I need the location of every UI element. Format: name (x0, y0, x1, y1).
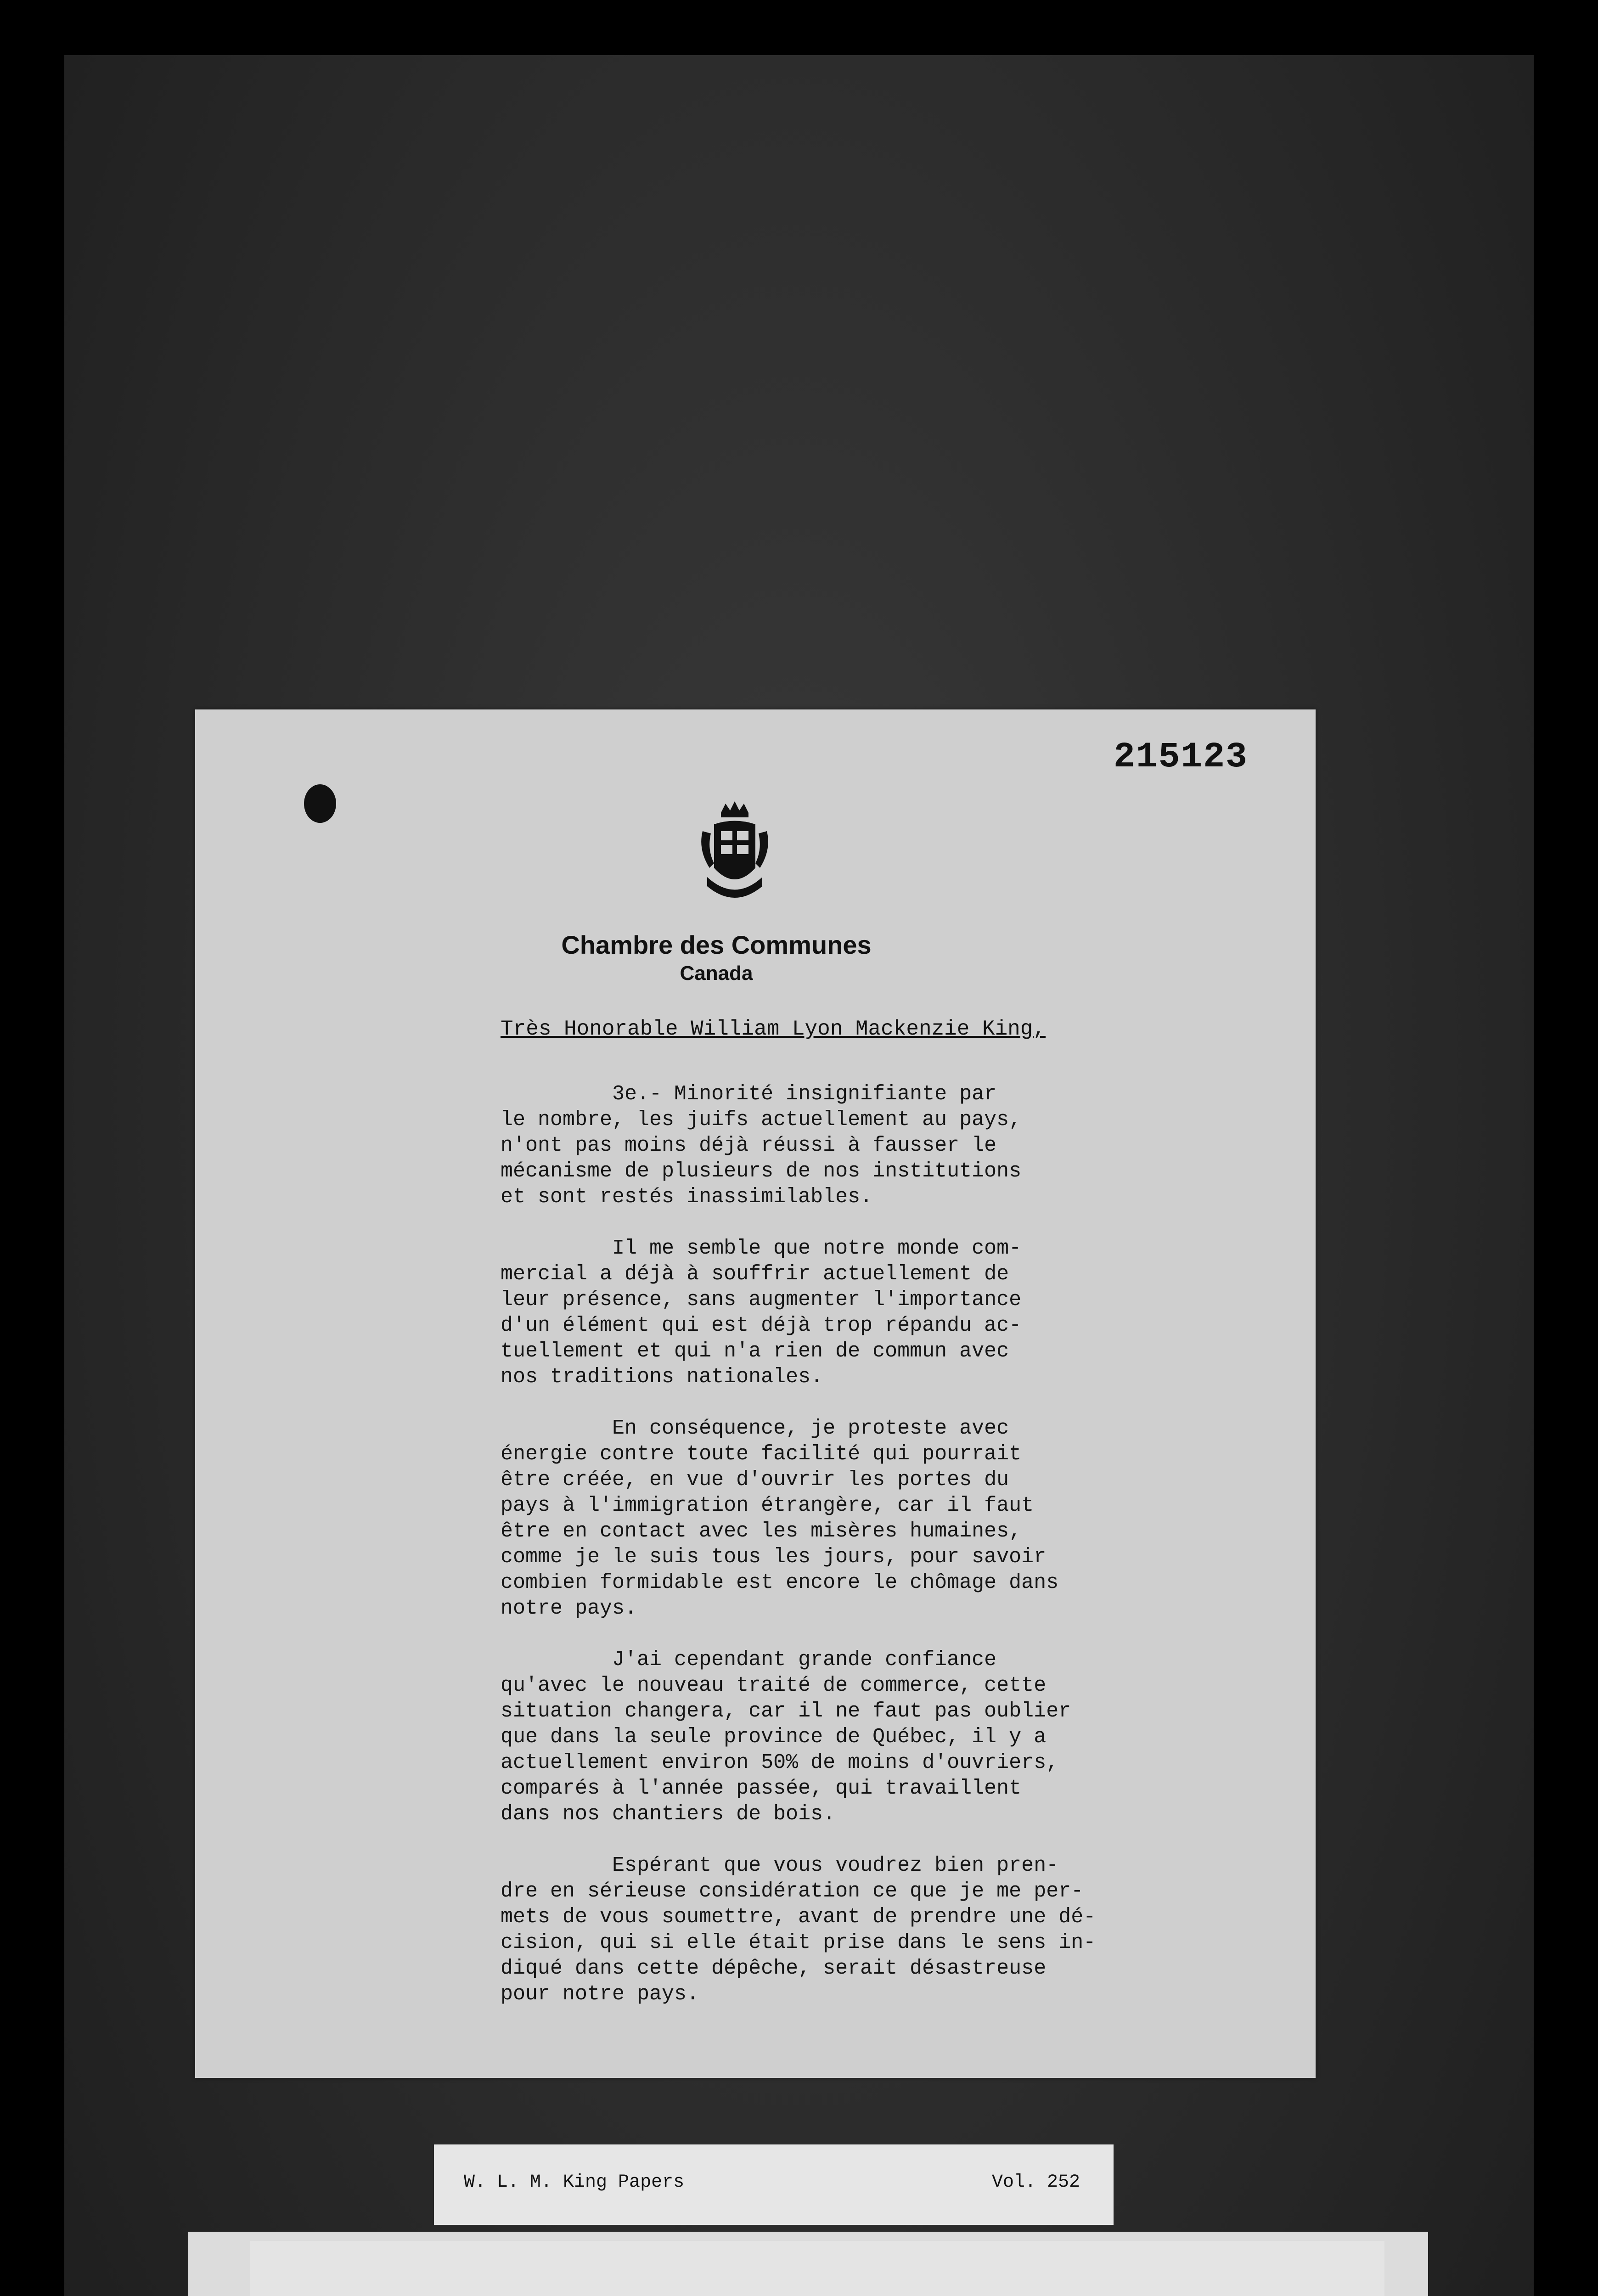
punch-hole (304, 784, 336, 823)
paragraph-protest: En conséquence, je proteste avec énergie contre toute facilité qui pourrait être créée, en vue d'ouvrir les portes du pays à l'immigration étrangère, car il faut être en contact avec les misères humaines, comme je le suis tous les jours, pour savoir combien formidable est encore le chômage dans notre pays. (501, 1417, 1059, 1620)
archive-card-inner (250, 2241, 1384, 2296)
addressee-line: Très Honorable William Lyon Mackenzie King, (501, 1017, 1046, 1041)
letterhead-title: Chambre des Communes (561, 930, 872, 959)
paragraph-confidence: J'ai cependant grande confiance qu'avec le nouveau traité de commerce, cette situation changera, car il ne faut pas oublier que dans la seule province de Québec, il y a actuellement environ 50% de moins d'ouvriers, comparés à l'année passée, qui travaillent dans nos chantiers de bois. (501, 1648, 1071, 1826)
volume-number: Vol. 252 (992, 2172, 1080, 2193)
paragraph-closing: Espérant que vous voudrez bien pren- dre en sérieuse considération ce que je me per- mets de vous soumettre, avant de prendre une dé- cision, qui si elle était prise dans le sens in- diqué dans cette dépêche, serait désastreuse pour notre pays. (501, 1854, 1096, 2006)
collection-name: W. L. M. King Papers (464, 2172, 685, 2193)
letter-body (501, 1081, 1350, 2033)
paragraph-minority: 3e.- Minorité insignifiante par le nombre, les juifs actuellement au pays, n'ont pas moins déjà réussi à fausser le mécanisme de plusieurs de nos institutions et sont restés inassimilables. (501, 1082, 1022, 1209)
coat-of-arms-icon (689, 799, 781, 909)
paragraph-commerce: Il me semble que notre monde com- mercial a déjà à souffrir actuellement de leur présence, sans augmenter l'importance d'un élément qui est déjà trop répandu ac- tuellement et qui n'a rien de commun avec nos traditions nationales. (501, 1237, 1022, 1389)
letterhead-subtitle: Canada (680, 962, 753, 985)
document-number: 215123 (1114, 737, 1248, 777)
